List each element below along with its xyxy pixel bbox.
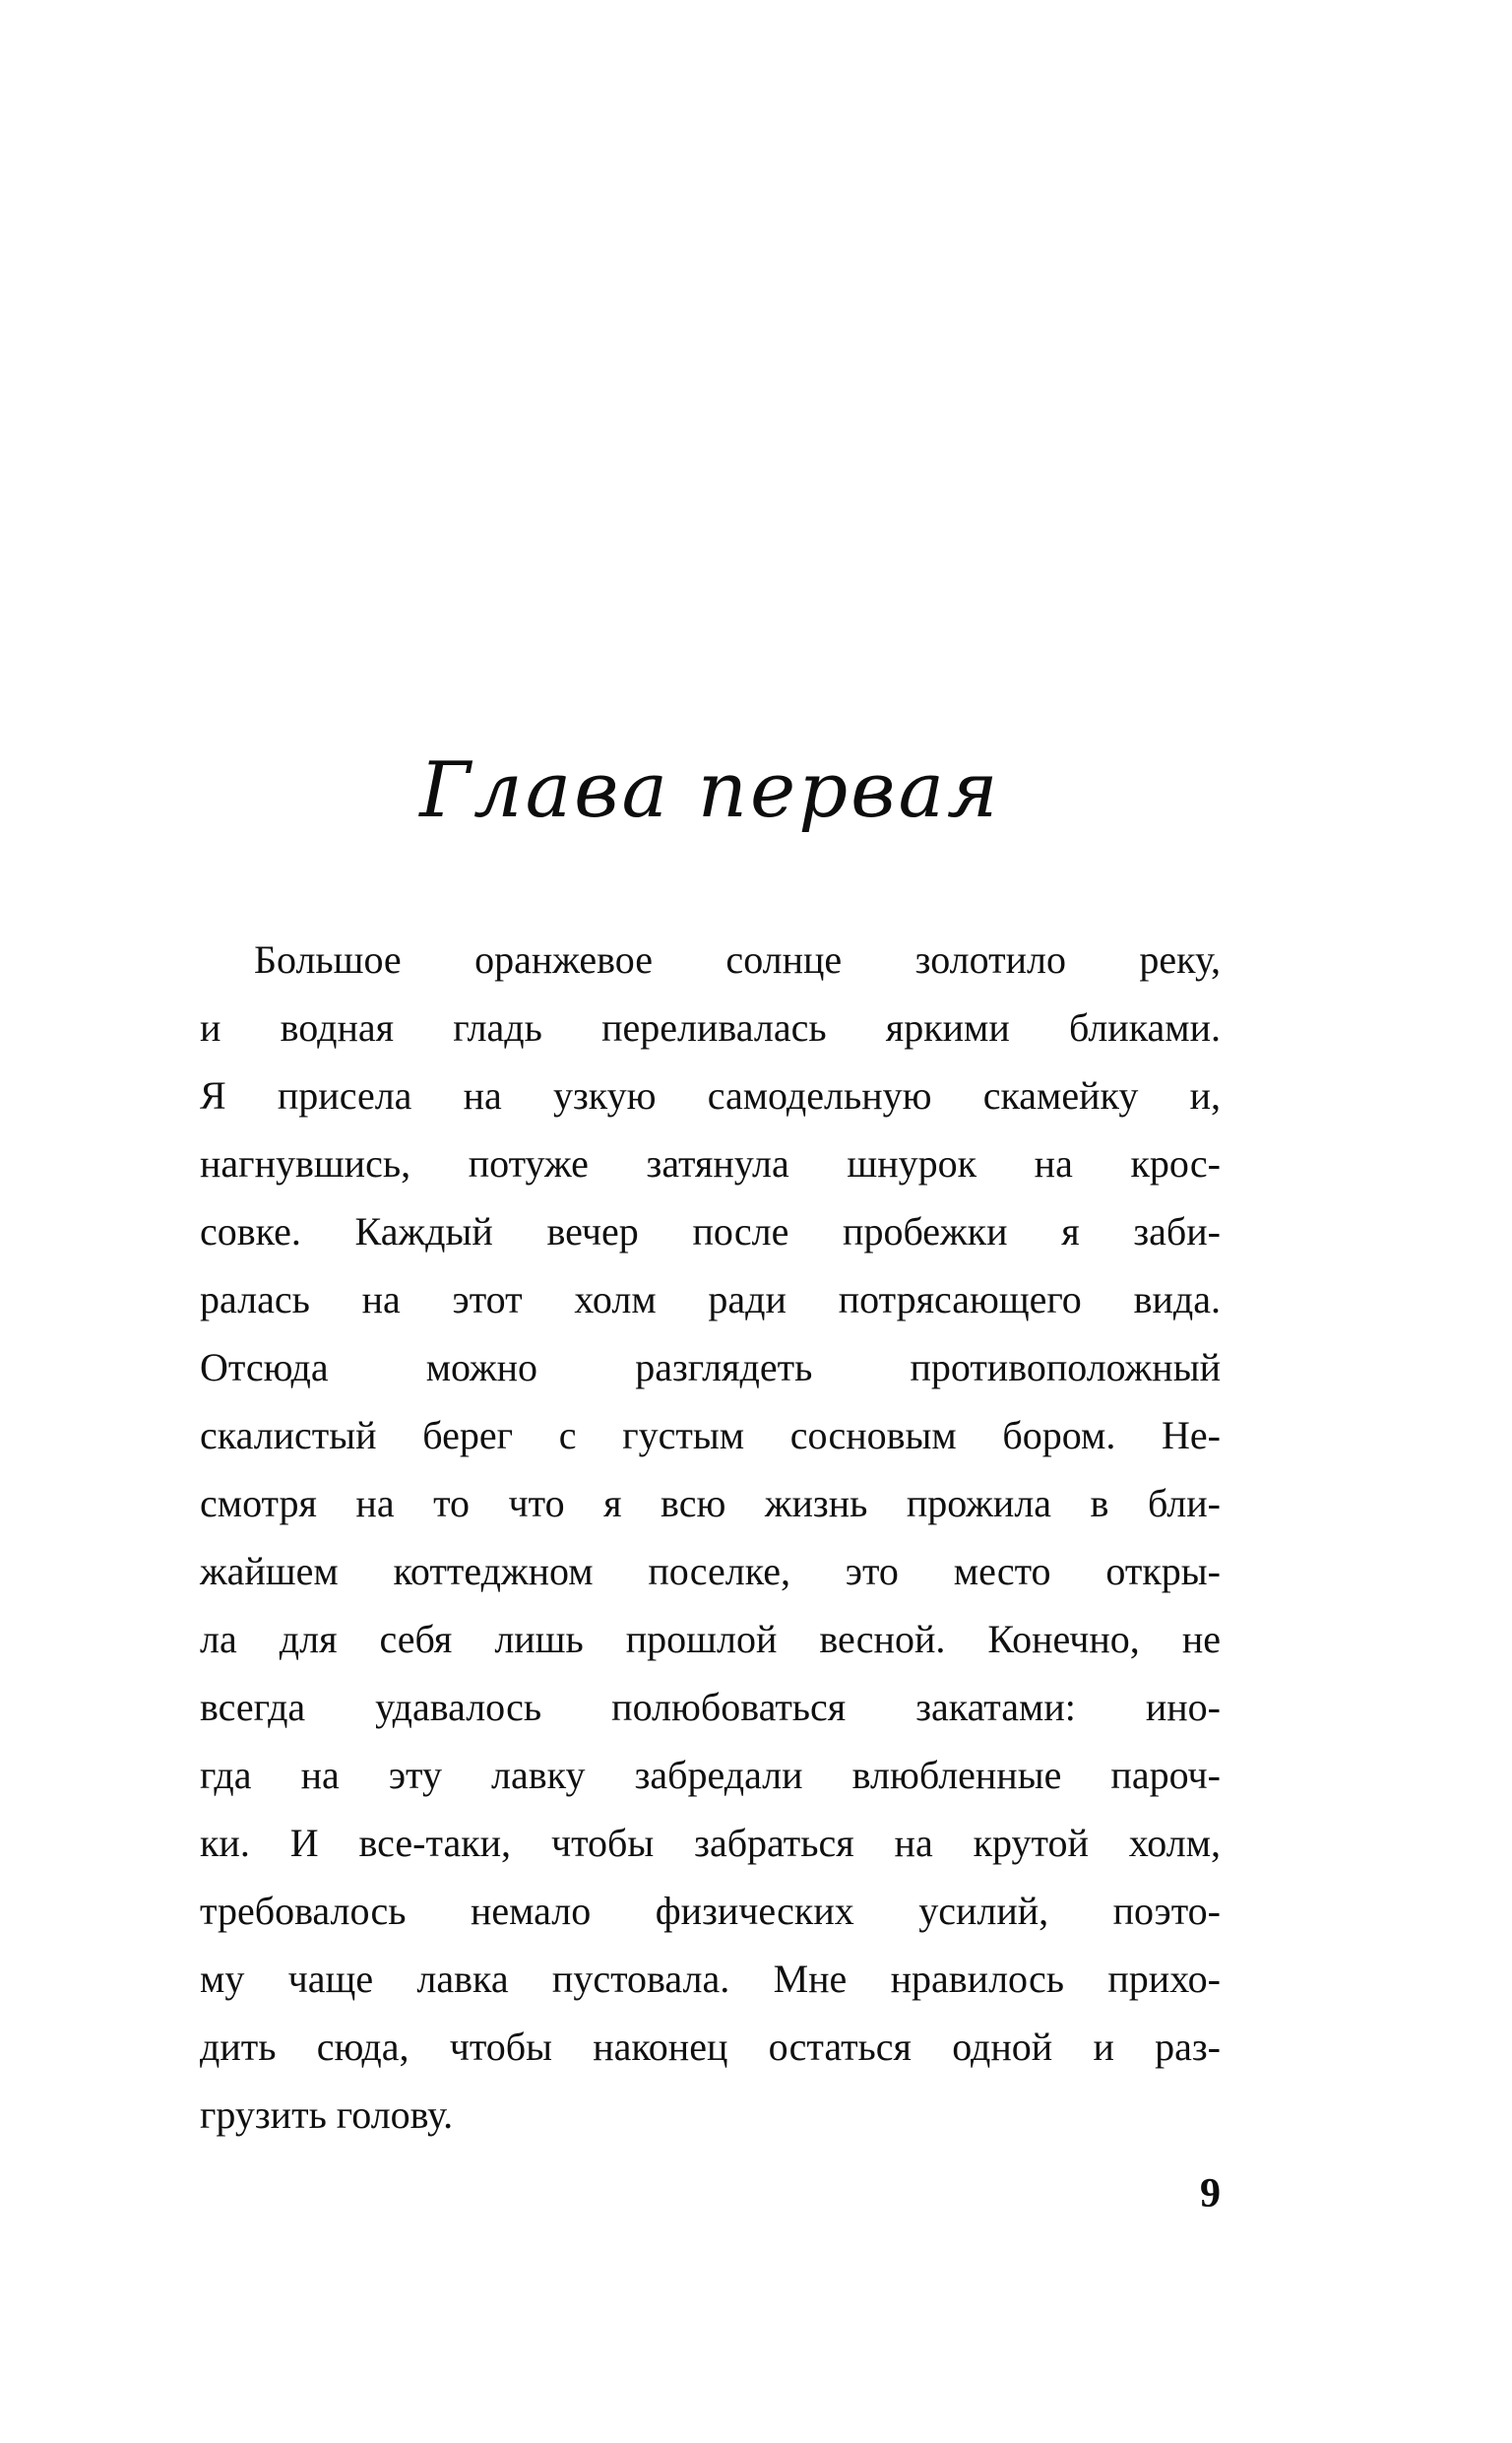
text-line: всегда удавалось полюбоваться закатами: ино-: [200, 1685, 1221, 1729]
text-line: смотря на то что я всю жизнь прожила в бли-: [200, 1481, 1221, 1525]
text-line: требовалось немало физических усилий, поэто-: [200, 1889, 1221, 1933]
text-line: Отсюда можно разглядеть противоположный: [200, 1345, 1221, 1389]
text-line: ки. И все-таки, чтобы забраться на крутой холм,: [200, 1821, 1221, 1865]
text-line: скалистый берег с густым сосновым бором. Не-: [200, 1413, 1221, 1457]
text-line: жайшем коттеджном поселке, это место откры-: [200, 1549, 1221, 1593]
page-number: 9: [1200, 2171, 1221, 2217]
paragraph: [200, 926, 1221, 2149]
text-line: нагнувшись, потуже затянула шнурок на крос-: [200, 1141, 1221, 1186]
text-line: Я присела на узкую самодельную скамейку и,: [200, 1073, 1221, 1118]
text-line: Большое оранжевое солнце золотило реку,: [254, 937, 1221, 982]
text-line: дить сюда, чтобы наконец остаться одной и раз-: [200, 2025, 1221, 2069]
text-line: грузить голову.: [200, 2092, 454, 2137]
text-line: му чаще лавка пустовала. Мне нравилось прихо-: [200, 1957, 1221, 2001]
text-line: ла для себя лишь прошлой весной. Конечно, не: [200, 1617, 1221, 1661]
text-line: и водная гладь переливалась яркими бликами.: [200, 1005, 1221, 1050]
text-line: гда на эту лавку забредали влюбленные пароч-: [200, 1753, 1221, 1797]
text-line: совке. Каждый вечер после пробежки я заби-: [200, 1209, 1221, 1254]
chapter-title: Глава первая: [419, 746, 1001, 835]
text-line: ралась на этот холм ради потрясающего вида.: [200, 1277, 1221, 1321]
